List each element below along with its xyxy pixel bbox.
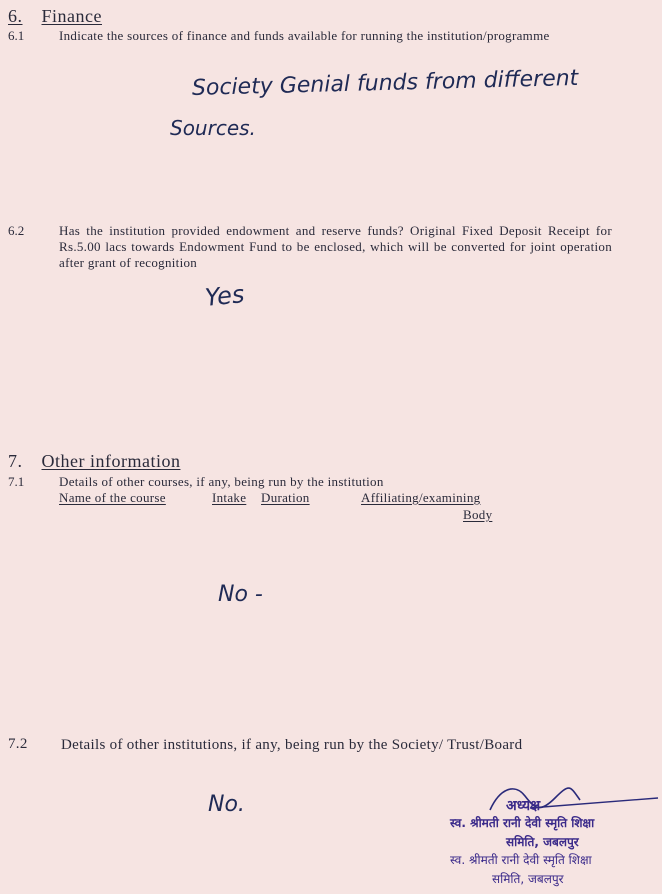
stamp-line-4: समिति, जबलपुर	[492, 872, 564, 886]
question-6-1-number: 6.1	[8, 28, 25, 43]
answer-6-1-line2: Sources.	[170, 116, 256, 140]
question-7-2-text: Details of other institutions, if any, being run by the Society/ Trust/Board	[61, 737, 523, 753]
column-header-affiliating: Affiliating/examining	[361, 490, 481, 505]
section-7-heading	[8, 451, 180, 472]
section-7-number: 7.	[8, 451, 23, 471]
question-6-1-text: Indicate the sources of finance and funds available for running the institution/programme	[59, 28, 550, 43]
answer-7-2: No.	[208, 792, 245, 817]
column-header-body: Body	[463, 507, 493, 522]
section-6-number: 6.	[8, 6, 23, 26]
answer-6-1-line1: Society Genial funds from different	[191, 65, 579, 101]
question-7-1-number: 7.1	[8, 474, 25, 489]
column-header-duration: Duration	[261, 490, 310, 505]
answer-7-1: No -	[218, 582, 263, 607]
question-7-2-number: 7.2	[8, 736, 28, 752]
signature-title: अध्यक्ष	[506, 798, 541, 814]
section-6-heading	[8, 6, 102, 27]
question-7-1-text: Details of other courses, if any, being run by the institution	[59, 474, 384, 489]
question-6-2-text: Has the institution provided endowment and reserve funds? Original Fixed Deposit Receipt for Rs.5.00 lacs towards Endowment Fund to be enclosed, which will be converted for joint operation after grant of recognition	[59, 223, 612, 270]
column-header-intake: Intake	[212, 490, 247, 505]
signature-scribble	[470, 778, 660, 818]
question-6-2-number: 6.2	[8, 223, 25, 238]
stamp-line-1: स्व. श्रीमती रानी देवी स्मृति शिक्षा	[450, 816, 595, 830]
stamp-line-3: स्व. श्रीमती रानी देवी स्मृति शिक्षा	[450, 853, 592, 867]
column-header-course-name: Name of the course	[59, 490, 166, 505]
stamp-line-2: समिति, जबलपुर	[506, 835, 579, 849]
section-7-title: Other information	[41, 451, 181, 471]
section-6-title: Finance	[41, 6, 102, 26]
answer-6-2: Yes	[203, 280, 246, 312]
